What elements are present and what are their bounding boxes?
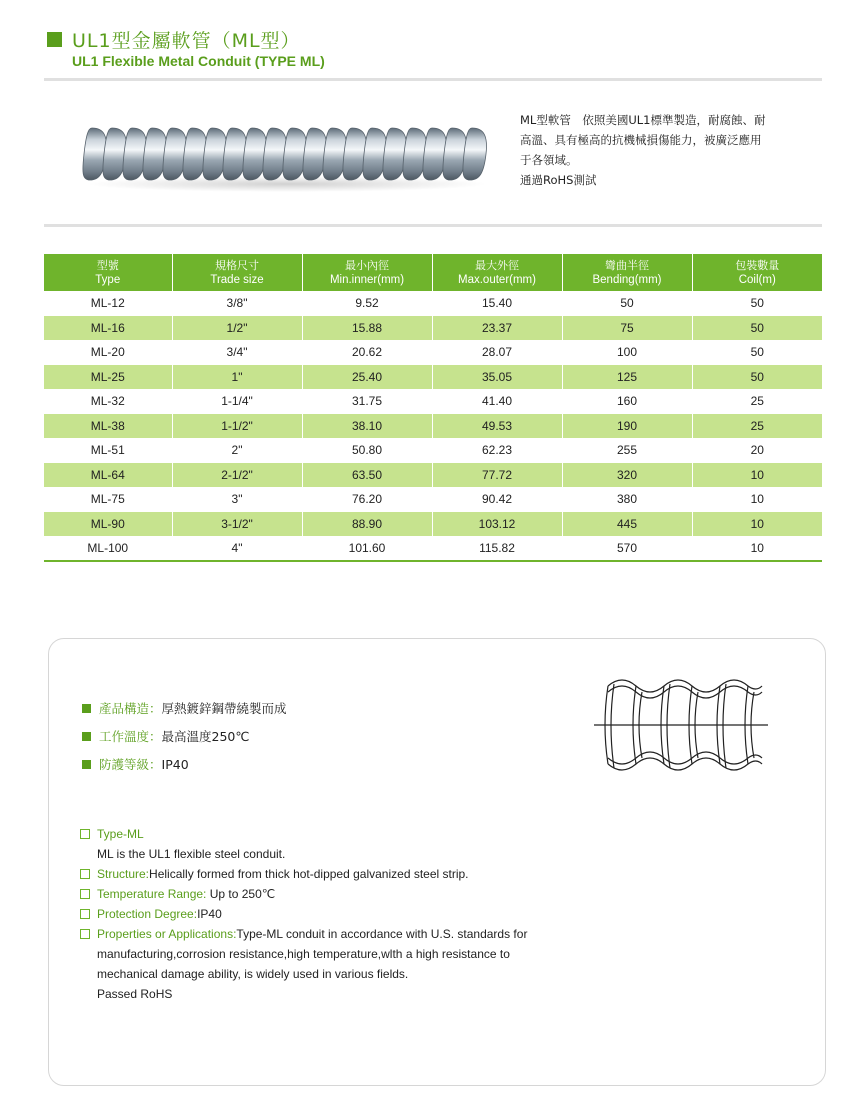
table-cell: 50 [692,365,822,390]
header-coil: 包裝數量 Coil(m) [692,254,822,291]
conduit-photo [82,114,492,194]
conduit-profile-diagram [592,672,768,782]
type-text: ML is the UL1 flexible steel conduit. [97,847,286,861]
divider-middle [44,224,822,227]
table-cell: 10 [692,512,822,537]
page-title-en: UL1 Flexible Metal Conduit (TYPE ML) [72,53,325,69]
table-row [44,463,822,488]
checkbox-icon [80,869,90,879]
table-cell: 4" [172,536,302,561]
table-cell: 15.88 [302,316,432,341]
table-cell: ML-38 [44,414,172,439]
bullet-square [82,704,91,713]
temperature-line: Temperature Range: Up to 250℃ [80,884,527,904]
header-bending: 彎曲半徑 Bending(mm) [562,254,692,291]
table-cell: 75 [562,316,692,341]
table-cell: 28.07 [432,340,562,365]
table-cell: 10 [750,492,764,507]
table-cell: 103.12 [432,512,562,537]
table-cell: 570 [562,536,692,561]
table-cell: ML-16 [44,316,172,341]
table-cell: 380 [562,487,692,512]
table-cell: 50 [750,296,764,311]
table-cell: 1/2" [172,316,302,341]
checkbox-icon [80,909,90,919]
description-line: 通過RoHS測試 [520,173,597,187]
header-type: 型號 Type [44,254,172,291]
table-cell: 20.62 [302,340,432,365]
spec-table [44,254,822,562]
table-cell: 41.40 [432,389,562,414]
table-cell: 23.37 [432,316,562,341]
table-cell: 62.23 [432,438,562,463]
table-cell: 25 [750,394,764,409]
header-trade-size: 規格尺寸 Trade size [172,254,302,291]
table-cell: 160 [562,389,692,414]
table-row [44,389,822,414]
table-cell: 77.72 [432,463,562,488]
structure-line: Structure:Helically formed from thick hot-dipped galvanized steel strip. [80,864,527,884]
checkbox-icon [80,929,90,939]
table-row [44,487,822,512]
table-cell: 190 [562,414,692,439]
table-cell: 3/4" [172,340,302,365]
table-cell: ML-25 [44,365,172,390]
table-cell: 2" [172,438,302,463]
table-cell: ML-64 [44,463,172,488]
table-cell: 320 [562,463,692,488]
properties-line-2: manufacturing,corrosion resistance,high temperature,wlth a high resistance to [97,947,510,961]
table-cell: 100 [562,340,692,365]
table-cell: 255 [562,438,692,463]
description-line: 于各領域。 [520,153,578,167]
feature-structure: 產品構造：厚熱鍍鋅鋼帶繞製而成 [82,699,287,717]
product-description [520,110,810,190]
protection-line: Protection Degree:IP40 [80,904,527,924]
table-cell: 445 [562,512,692,537]
page-title-cn: UL1型金屬軟管（ML型） [72,30,301,52]
table-cell: ML-90 [44,512,172,537]
table-cell: ML-12 [44,291,172,316]
checkbox-icon [80,889,90,899]
table-cell: 3-1/2" [172,512,302,537]
table-cell: 49.53 [432,414,562,439]
table-cell: 101.60 [302,536,432,561]
table-cell: 125 [562,365,692,390]
table-cell: 90.42 [432,487,562,512]
table-row [44,512,822,537]
table-row [44,316,822,341]
table-cell: ML-75 [44,487,172,512]
bullet-square [82,760,91,769]
divider-top [44,78,822,81]
table-cell: 115.82 [432,536,562,561]
table-row [44,438,822,463]
table-cell: 1" [172,365,302,390]
table-cell: 35.05 [432,365,562,390]
table-cell: 25 [692,414,822,439]
title-marker [47,32,62,47]
feature-protection: 防護等級：IP40 [82,755,189,773]
table-cell: 50 [562,291,692,316]
table-cell: 50 [750,345,764,360]
header-min-inner: 最小內徑 Min.inner(mm) [302,254,432,291]
table-row [44,414,822,439]
conduit-rib [463,128,487,180]
properties-line: Properties or Applications:Type-ML conduit in accordance with U.S. standards for [80,924,527,944]
rohs-text: Passed RoHS [97,987,173,1001]
header-max-outer: 最大外徑 Max.outer(mm) [432,254,562,291]
checkbox-icon [80,829,90,839]
table-cell: 50.80 [302,438,432,463]
properties-line-3: mechanical damage ability, is widely used in various fields. [97,967,409,981]
table-cell: 3/8" [172,291,302,316]
table-cell: 25.40 [302,365,432,390]
table-row [44,536,822,561]
description-line: ML型軟管 依照美國UL1標準製造，耐腐蝕、耐 [520,113,766,127]
table-row [44,291,822,316]
table-cell: ML-100 [44,536,172,561]
table-header-row [44,254,822,291]
feature-temperature: 工作溫度：最高溫度250℃ [82,727,249,745]
bullet-square [82,732,91,741]
table-cell: 20 [750,443,764,458]
table-cell: 50 [692,316,822,341]
table-cell: 31.75 [302,389,432,414]
table-cell: ML-32 [44,389,172,414]
description-line: 高溫、具有極高的抗機械損傷能力，被廣泛應用 [520,133,762,147]
table-cell: 9.52 [302,291,432,316]
table-cell: 1-1/2" [172,414,302,439]
table-cell: 15.40 [432,291,562,316]
english-specifications [80,824,527,1004]
table-cell: 10 [692,536,822,561]
table-cell: 1-1/4" [172,389,302,414]
table-cell: 88.90 [302,512,432,537]
table-cell: 10 [692,463,822,488]
table-cell: ML-51 [44,438,172,463]
table-cell: ML-20 [44,340,172,365]
table-cell: 38.10 [302,414,432,439]
table-cell: 2-1/2" [172,463,302,488]
table-cell: 76.20 [302,487,432,512]
type-line: Type-ML [80,824,527,844]
table-row [44,365,822,390]
table-row [44,340,822,365]
table-cell: 63.50 [302,463,432,488]
table-cell: 3" [172,487,302,512]
